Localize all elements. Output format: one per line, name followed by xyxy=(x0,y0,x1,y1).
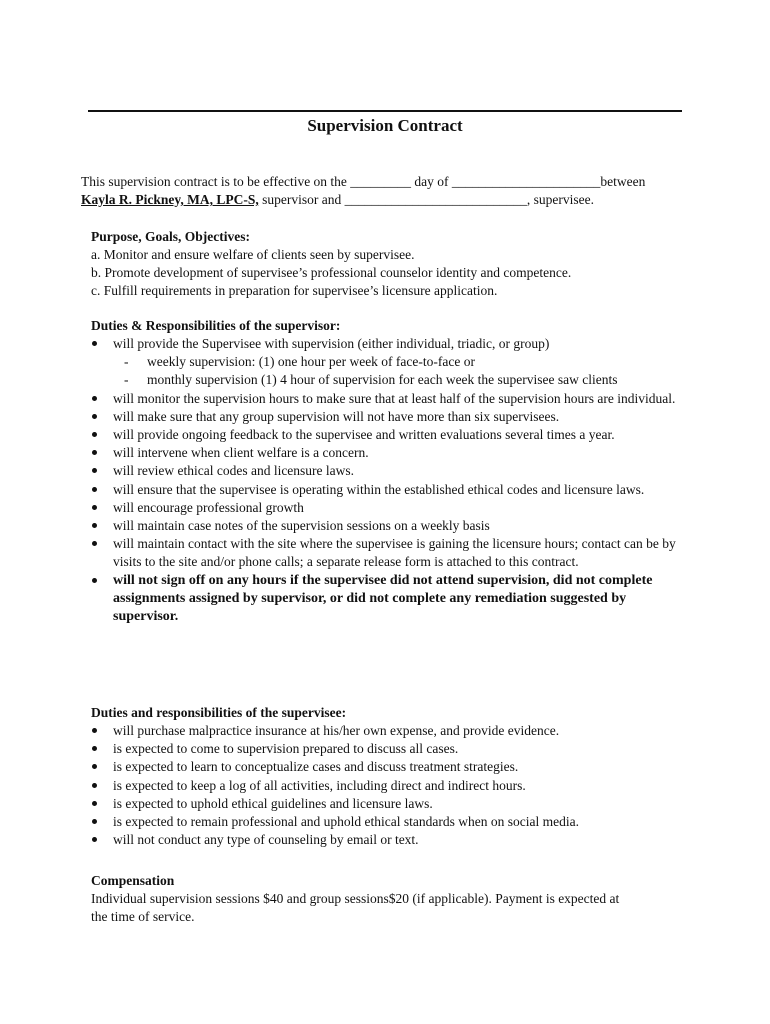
sub-list xyxy=(113,353,691,389)
supervisee-duties-section xyxy=(91,704,691,849)
list-item: will monitor the supervision hours to make sure that at least half of the supervision hours are individual. xyxy=(91,390,691,408)
list-item-bold: will not sign off on any hours if the supervisee did not attend supervision, did not complete assignments assigned by supervisor, or did not complete any remediation suggested by supervisor. xyxy=(91,572,691,627)
list-item: will review ethical codes and licensure laws. xyxy=(91,462,691,480)
list-item-text: will provide the Supervisee with supervision (either individual, triadic, or group) xyxy=(113,336,550,351)
list-item: is expected to keep a log of all activities, including direct and indirect hours. xyxy=(91,777,691,795)
list-item: will purchase malpractice insurance at his/her own expense, and provide evidence. xyxy=(91,722,691,740)
supervisor-duties-list xyxy=(91,335,691,626)
compensation-heading: Compensation xyxy=(91,873,175,888)
supervisor-name: Kayla R. Pickney, MA, LPC-S, xyxy=(81,192,259,207)
list-item: is expected to uphold ethical guidelines and licensure laws. xyxy=(91,795,691,813)
compensation-text: Individual supervision sessions $40 and group sessions$20 (if applicable). Payment is expected at the time of service. xyxy=(91,891,620,924)
list-item: will intervene when client welfare is a concern. xyxy=(91,444,691,462)
list-item xyxy=(91,335,691,390)
list-item: is expected to remain professional and uphold ethical standards when on social media. xyxy=(91,813,691,831)
supervisor-duties-heading: Duties & Responsibilities of the supervisor: xyxy=(91,318,341,333)
title-rule xyxy=(88,110,682,112)
list-item: is expected to learn to conceptualize cases and discuss treatment strategies. xyxy=(91,758,691,776)
sub-list-item: - weekly supervision: (1) one hour per week of face-to-face or xyxy=(113,353,691,371)
supervisee-duties-heading: Duties and responsibilities of the supervisee: xyxy=(91,705,347,720)
purpose-item-b: b. Promote development of supervisee’s professional counselor identity and competence. xyxy=(91,265,572,280)
purpose-heading: Purpose, Goals, Objectives: xyxy=(91,229,250,244)
list-item: will maintain case notes of the supervision sessions on a weekly basis xyxy=(91,517,691,535)
list-item: will maintain contact with the site where the supervisee is gaining the licensure hours; contact can be by visits to the site and/or phone calls; a separate release form is attached to this contract. xyxy=(91,535,691,571)
list-item: will not conduct any type of counseling by email or text. xyxy=(91,831,691,849)
intro-line-2 xyxy=(81,191,721,209)
list-item: will make sure that any group supervision will not have more than six supervisees. xyxy=(91,408,691,426)
supervisor-duties-section xyxy=(91,317,691,626)
list-item: will encourage professional growth xyxy=(91,499,691,517)
list-item: is expected to come to supervision prepared to discuss all cases. xyxy=(91,740,691,758)
intro-line-1: This supervision contract is to be effective on the _________ day of ______________________between xyxy=(81,174,646,189)
compensation-section xyxy=(91,872,631,926)
intro-line-2-rest: supervisor and ___________________________, supervisee. xyxy=(258,192,594,207)
sub-list-item: - monthly supervision (1) 4 hour of supervision for each week the supervisee saw clients xyxy=(113,371,691,389)
contract-intro xyxy=(81,173,721,209)
list-item: will provide ongoing feedback to the supervisee and written evaluations several times a year. xyxy=(91,426,691,444)
purpose-section xyxy=(91,228,691,300)
purpose-item-c: c. Fulfill requirements in preparation for supervisee’s licensure application. xyxy=(91,283,498,298)
supervisee-duties-list xyxy=(91,722,691,849)
page-title: Supervision Contract xyxy=(307,116,463,135)
list-item: will ensure that the supervisee is operating within the established ethical codes and licensure laws. xyxy=(91,481,691,499)
purpose-item-a: a. Monitor and ensure welfare of clients seen by supervisee. xyxy=(91,247,415,262)
